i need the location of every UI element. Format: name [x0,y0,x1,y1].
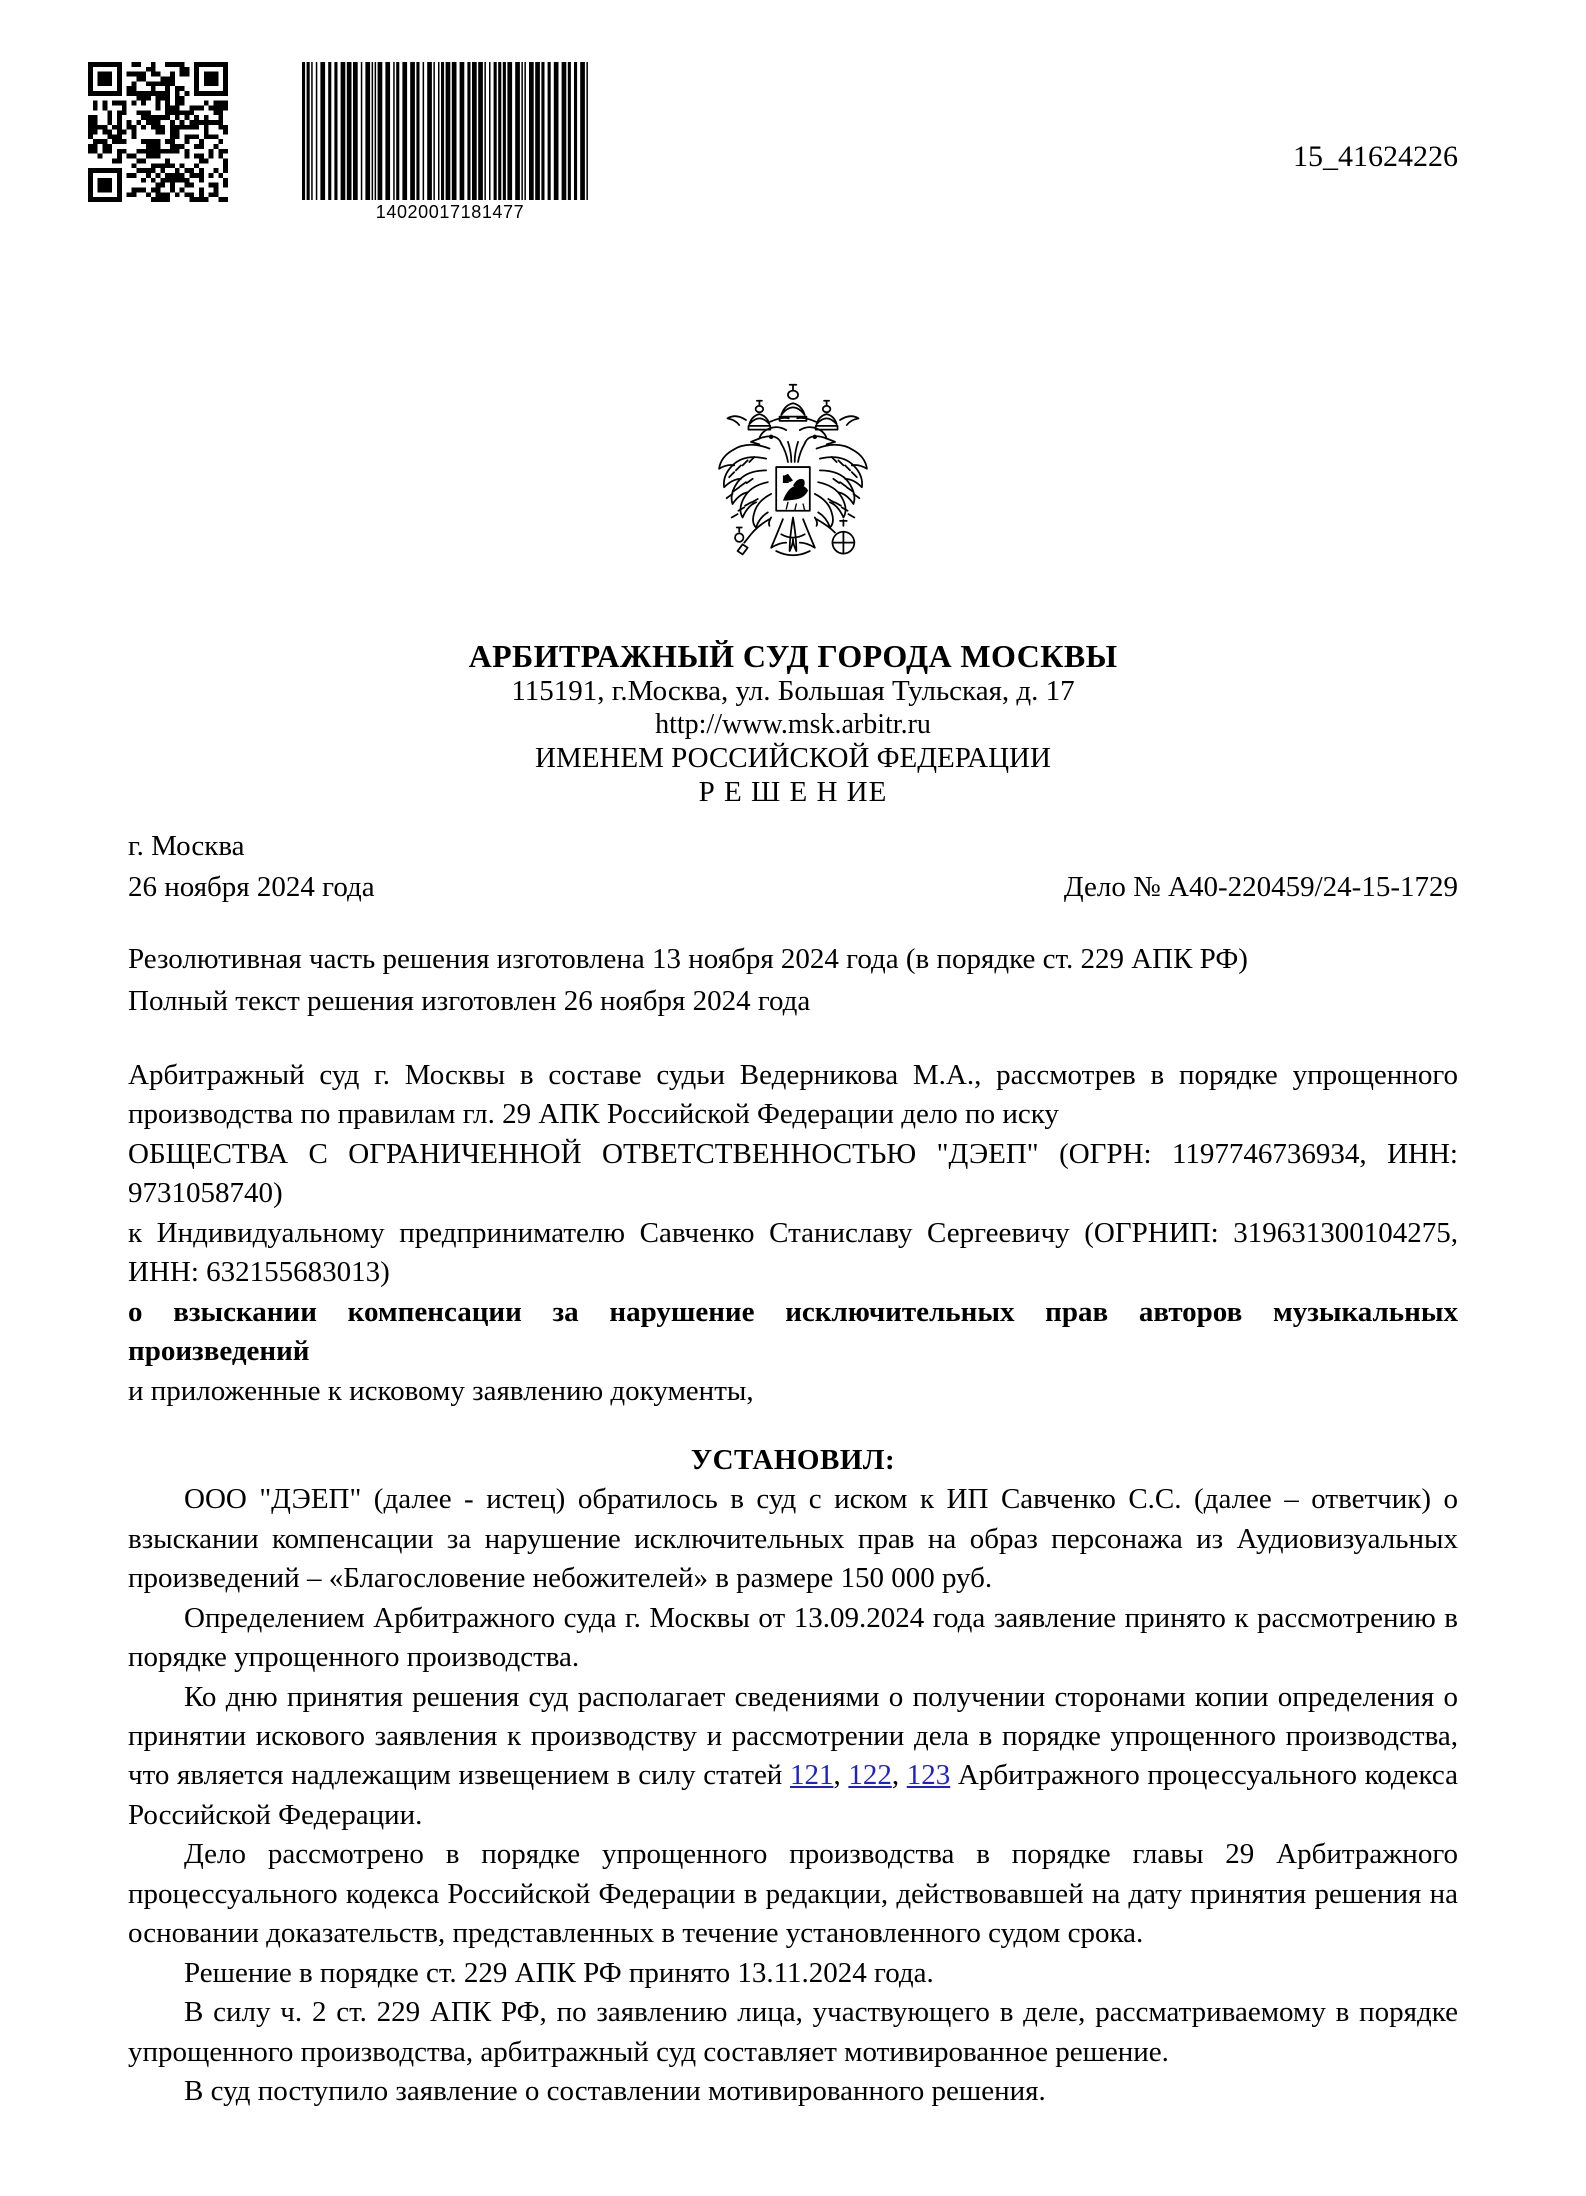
attachments-paragraph: и приложенные к исковому заявлению документы, [128,1374,754,1407]
subject-paragraph: о взыскании компенсации за нарушение исключительных прав авторов музыкальных произведений [128,1295,1458,1368]
document-code: 15_41624226 [1293,140,1458,173]
plaintiff-paragraph: ОБЩЕСТВА С ОГРАНИЧЕННОЙ ОТВЕТСТВЕННОСТЬЮ "ДЭЕП" (ОГРН: 1197746736934, ИНН: 9731058740) [128,1137,1458,1210]
intro-paragraph: Арбитражный суд г. Москвы в составе судьи Ведерникова М.А., рассмотрев в порядке упрощенного производства по правилам гл. 29 АПК Российской Федерации дело по иску [128,1059,1458,1131]
coat-of-arms-icon [0,378,1586,588]
document-meta [128,826,1458,907]
para3-text-before: Ко дню принятия решения суд располагает сведениями о получении сторонами копии определения о принятии искового заявления к производству и рассмотрении дела в порядке упрощенного производства, что является надлежащим извещением в силу статей [128,1680,1458,1792]
document-body [128,1056,1458,2111]
qr-code-icon [88,62,228,202]
body-paragraph-4: Дело рассмотрено в порядке упрощенного производства в порядке главы 29 Арбитражного процессуального кодекса Российской Федерации в редакции, действовавшей на дату принятия решения на основании доказательств, представленных в течение установленного судом срока. [128,1838,1458,1950]
para3-sep-1: , [833,1759,849,1792]
body-paragraph-7: В суд поступило заявление о составлении мотивированного решения. [184,2074,1046,2107]
body-paragraph-6: В силу ч. 2 ст. 229 АПК РФ, по заявлению лица, участвующего в деле, рассматриваемому в порядке упрощенного производства, арбитражный суд составляет мотивированное решение. [128,1996,1458,2068]
decision-date: 26 ноября 2024 года [128,870,375,903]
barcode-block [300,62,600,223]
law-article-link-121[interactable]: 121 [789,1759,834,1792]
resolutive-part-date: Резолютивная часть решения изготовлена 13 ноября 2024 года (в порядке ст. 229 АПК РФ) [128,943,1248,975]
in-name-of-federation: ИМЕНЕМ РОССИЙСКОЙ ФЕДЕРАЦИИ [535,742,1051,775]
barcode-icon [300,62,590,200]
para3-sep-2: , [891,1759,907,1792]
case-number: Дело № А40-220459/24-15-1729 [1063,870,1458,903]
court-url: http://www.msk.arbitr.ru [655,709,931,741]
full-text-date: Полный текст решения изготовлен 26 ноября 2024 года [128,985,811,1018]
codes-row [0,62,1586,272]
decision-word: Р Е Ш Е Н ИЕ [698,776,888,809]
defendant-paragraph: к Индивидуальному предпринимателю Савченко Станиславу Сергеевичу (ОГРНИП: 319631300104275, ИНН: 632155683013) [128,1216,1458,1289]
section-title-ustanovil: УСТАНОВИЛ: [690,1443,896,1476]
law-article-link-122[interactable]: 122 [848,1759,892,1792]
city: г. Москва [128,830,245,862]
body-paragraph-2: Определением Арбитражного суда г. Москвы от 13.09.2024 года заявление принято к рассмотрению в порядке упрощенного производства. [128,1601,1458,1674]
body-paragraph-3 [128,1678,1458,1836]
date-case-row [128,867,1458,908]
court-name: АРБИТРАЖНЫЙ СУД ГОРОДА МОСКВЫ [468,638,1118,674]
dates-block [128,938,1458,1022]
barcode-number: 14020017181477 [375,202,525,222]
law-article-link-123[interactable]: 123 [906,1759,951,1792]
court-address: 115191, г.Москва, ул. Большая Тульская, д. 17 [511,675,1075,708]
body-paragraph-1: ООО "ДЭЕП" (далее - истец) обратилось в суд с иском к ИП Савченко С.С. (далее – ответчик) о взыскании компенсации за нарушение исключительных прав на образ персонажа из Аудиовизуальных произведений – «Благословение небожителей» в размере 150 000 руб. [128,1483,1458,1595]
court-header [0,638,1586,810]
body-paragraph-5: Решение в порядке ст. 229 АПК РФ принято 13.11.2024 года. [184,1956,934,1989]
para3-text-after: Арбитражного процессуального кодекса Российской Федерации. [128,1759,1459,1831]
